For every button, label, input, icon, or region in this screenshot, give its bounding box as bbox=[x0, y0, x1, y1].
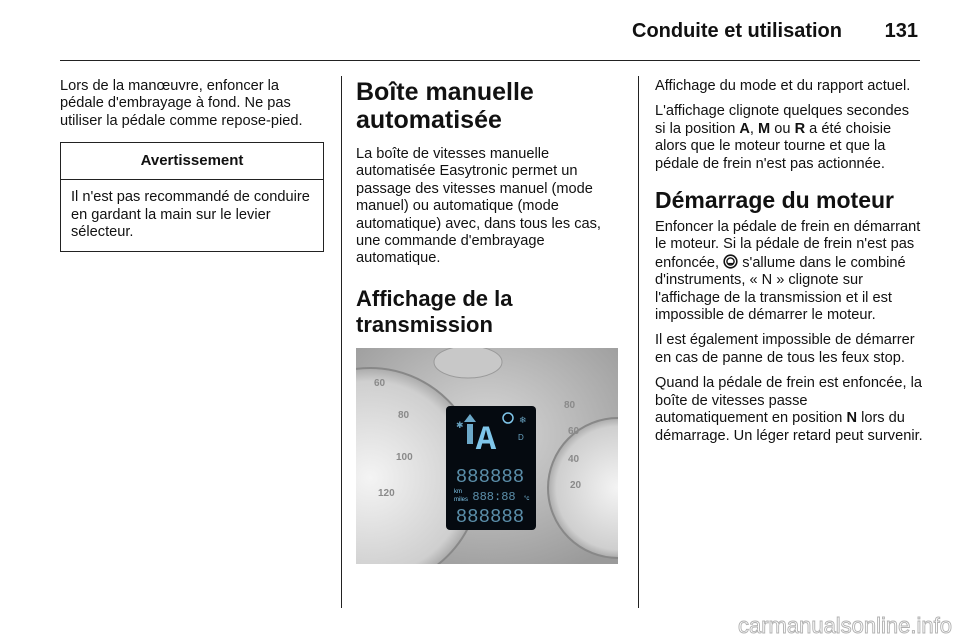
paragraph: Il est également impossible de démarrer en cas de panne de tous les feux stop. bbox=[655, 332, 915, 366]
svg-text:❄: ❄ bbox=[519, 414, 527, 425]
warning-box bbox=[60, 142, 324, 252]
text-span: Enfoncer la pédale de frein en démarrant le moteur. Si la pédale de frein n'est pas enfoncée, bbox=[655, 219, 921, 271]
column-right bbox=[655, 78, 923, 453]
transmission-display-photo bbox=[356, 348, 618, 564]
page-header bbox=[0, 0, 960, 60]
svg-text:80: 80 bbox=[398, 409, 410, 421]
paragraph: L'affichage clignote quelques secondes si la position A, M ou R a été choisie alors que le moteur tourne et que la pédale de frein n'est pas actionnée. bbox=[655, 103, 910, 172]
text-span: lors du démarrage. Un léger retard peut survenir. bbox=[655, 410, 923, 444]
display-segment-row: 888888 bbox=[455, 505, 525, 528]
paragraph: Affichage du mode et du rapport actuel. bbox=[655, 78, 911, 94]
display-unit: km bbox=[454, 488, 462, 495]
svg-text:D: D bbox=[518, 432, 524, 442]
column-divider bbox=[638, 76, 639, 608]
display-segment-row: 888888 bbox=[455, 465, 525, 488]
svg-text:60: 60 bbox=[568, 425, 580, 437]
watermark bbox=[650, 608, 954, 640]
header-rule bbox=[60, 60, 920, 61]
section-title: Démarrage du moteur bbox=[655, 187, 895, 214]
warning-text: Il n'est pas recommandé de conduire en gardant la main sur le levier sélecteur. bbox=[71, 189, 310, 241]
text-span: a été choisie alors que le moteur tourne et que la pédale de frein n'est pas actionnée. bbox=[655, 120, 892, 172]
section-paragraph: La boîte de vitesses manuelle automatisée Easytronic permet un passage des vitesses manuel (mode manuel) ou automatique (mode automatique) avec, dans tous les cas, une commande d'embrayage automatique. bbox=[356, 146, 601, 267]
watermark-text: carmanualsonline.info bbox=[737, 613, 952, 638]
svg-text:80: 80 bbox=[564, 399, 576, 411]
gear-n: N bbox=[846, 410, 858, 427]
display-segment-row: 888:88 bbox=[472, 489, 516, 504]
paragraph bbox=[655, 219, 923, 324]
svg-text:100: 100 bbox=[396, 451, 413, 463]
column-middle bbox=[356, 78, 624, 564]
text-span: L'affichage clignote quelques secondes si la position bbox=[655, 103, 910, 137]
svg-text:✱: ✱ bbox=[456, 419, 464, 430]
svg-text:40: 40 bbox=[568, 453, 580, 465]
text-span: Quand la pédale de frein est enfoncée, la boîte de vitesses passe automatiquement en position bbox=[655, 375, 922, 427]
paragraph bbox=[655, 375, 923, 445]
gear-m: M bbox=[758, 120, 771, 137]
display-unit: miles bbox=[454, 496, 469, 503]
subsection-title: Affichage de la transmission bbox=[356, 285, 513, 337]
display-gear: A bbox=[475, 421, 497, 460]
svg-text:120: 120 bbox=[378, 487, 395, 499]
page-title: Conduite et utilisation bbox=[632, 20, 842, 42]
text-span: ou bbox=[774, 120, 791, 137]
svg-text:20: 20 bbox=[570, 479, 582, 491]
gear-r: R bbox=[794, 120, 806, 137]
display-unit: °c bbox=[524, 495, 530, 502]
intro-paragraph: Lors de la manœuvre, enfoncer la pédale d'embrayage à fond. Ne pas utiliser la pédale comme repose-pied. bbox=[60, 78, 303, 129]
svg-text:60: 60 bbox=[374, 377, 386, 389]
column-divider bbox=[341, 76, 342, 608]
text-span: s'allume dans le combiné d'instruments, « N » clignote sur l'affichage de la transmission et il est impossible de démarrer le moteur. bbox=[655, 254, 906, 324]
gear-a: A bbox=[739, 120, 750, 137]
column-left bbox=[60, 78, 324, 252]
section-title: Boîte manuelle automatisée bbox=[356, 78, 534, 134]
page-number: 131 bbox=[884, 20, 918, 42]
warning-title: Avertissement bbox=[61, 143, 323, 180]
brake-pedal-icon bbox=[723, 254, 738, 269]
